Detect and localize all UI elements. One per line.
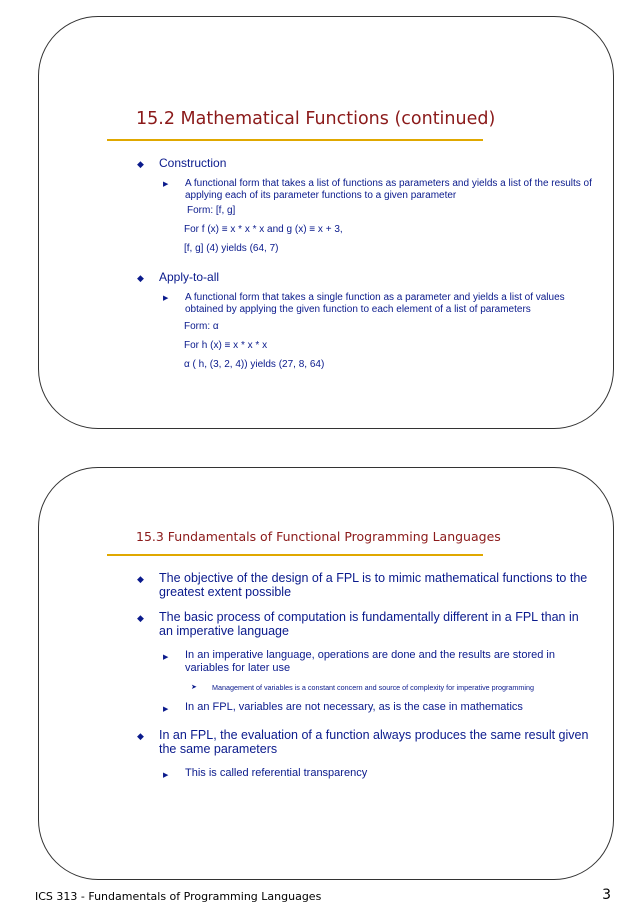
sub-sub-management-text: Management of variables is a constant concern and source of complexity for imperative programming	[212, 683, 534, 692]
bullet-construction	[121, 156, 593, 170]
sub-fpl-variables-text: In an FPL, variables are not necessary, as is the case in mathematics	[185, 700, 523, 713]
construction-description	[121, 178, 593, 201]
diamond-bullet-icon: ◆	[137, 159, 144, 169]
sub-imperative	[121, 649, 593, 675]
triangle-bullet-icon: ▶	[163, 705, 169, 713]
bullet-apply-to-all	[121, 270, 593, 284]
apply-to-all-description	[121, 292, 593, 315]
point-objective-text: The objective of the design of a FPL is to mimic mathematical functions to the greatest extent possible	[159, 571, 588, 599]
title-divider	[107, 554, 483, 556]
sub-referential	[121, 767, 593, 780]
sub-sub-management	[121, 684, 593, 693]
point-computation-text: The basic process of computation is fundamentally different in a FPL than in an imperative language	[159, 610, 579, 638]
sub-imperative-text: In an imperative language, operations are done and the results are stored in variables for later use	[185, 649, 555, 674]
slide-1-content	[121, 156, 593, 378]
diamond-bullet-icon: ◆	[137, 730, 144, 741]
slide-2-title: 15.3 Fundamentals of Functional Programming Languages	[136, 529, 501, 544]
construction-heading: Construction	[159, 156, 227, 170]
apply-to-all-heading: Apply-to-all	[159, 270, 220, 284]
point-evaluation	[121, 728, 593, 756]
construction-example: For f (x) ≡ x * x * x and g (x) ≡ x + 3,	[184, 224, 343, 235]
construction-desc-text: A functional form that takes a list of functions as parameters and yields a list of the results of applying each of its parameter functions to a given parameter	[185, 178, 592, 201]
arrowhead-bullet-icon: ➤	[191, 684, 197, 691]
construction-form: Form: [f, g]	[187, 205, 236, 216]
slide-1-title: 15.2 Mathematical Functions (continued)	[136, 109, 496, 129]
sub-fpl-variables	[121, 701, 593, 714]
apply-to-all-form: Form: α	[184, 321, 219, 332]
point-computation	[121, 610, 593, 638]
triangle-bullet-icon: ▶	[163, 295, 169, 302]
apply-to-all-example: For h (x) ≡ x * x * x	[184, 340, 268, 351]
footer-course: ICS 313 - Fundamentals of Programming Languages	[35, 890, 322, 903]
point-evaluation-text: In an FPL, the evaluation of a function always produces the same result given the same parameters	[159, 727, 589, 756]
apply-to-all-desc-text: A functional form that takes a single function as a parameter and yields a list of values obtained by applying the given function to each element of a list of parameters	[185, 292, 565, 315]
point-objective	[121, 571, 593, 599]
diamond-bullet-icon: ◆	[137, 273, 144, 283]
slide-2-content	[121, 571, 593, 789]
diamond-bullet-icon: ◆	[137, 574, 144, 584]
diamond-bullet-icon: ◆	[137, 613, 144, 623]
construction-yields: [f, g] (4) yields (64, 7)	[184, 243, 279, 254]
page-number: 3	[602, 887, 611, 903]
sub-referential-text: This is called referential transparency	[185, 766, 368, 779]
slide-1	[38, 16, 614, 429]
triangle-bullet-icon: ▶	[163, 771, 169, 779]
triangle-bullet-icon: ▶	[163, 181, 169, 188]
title-divider	[107, 139, 483, 141]
triangle-bullet-icon: ▶	[163, 654, 169, 661]
slide-2	[38, 467, 614, 880]
apply-to-all-yields: α ( h, (3, 2, 4)) yields (27, 8, 64)	[184, 359, 325, 370]
